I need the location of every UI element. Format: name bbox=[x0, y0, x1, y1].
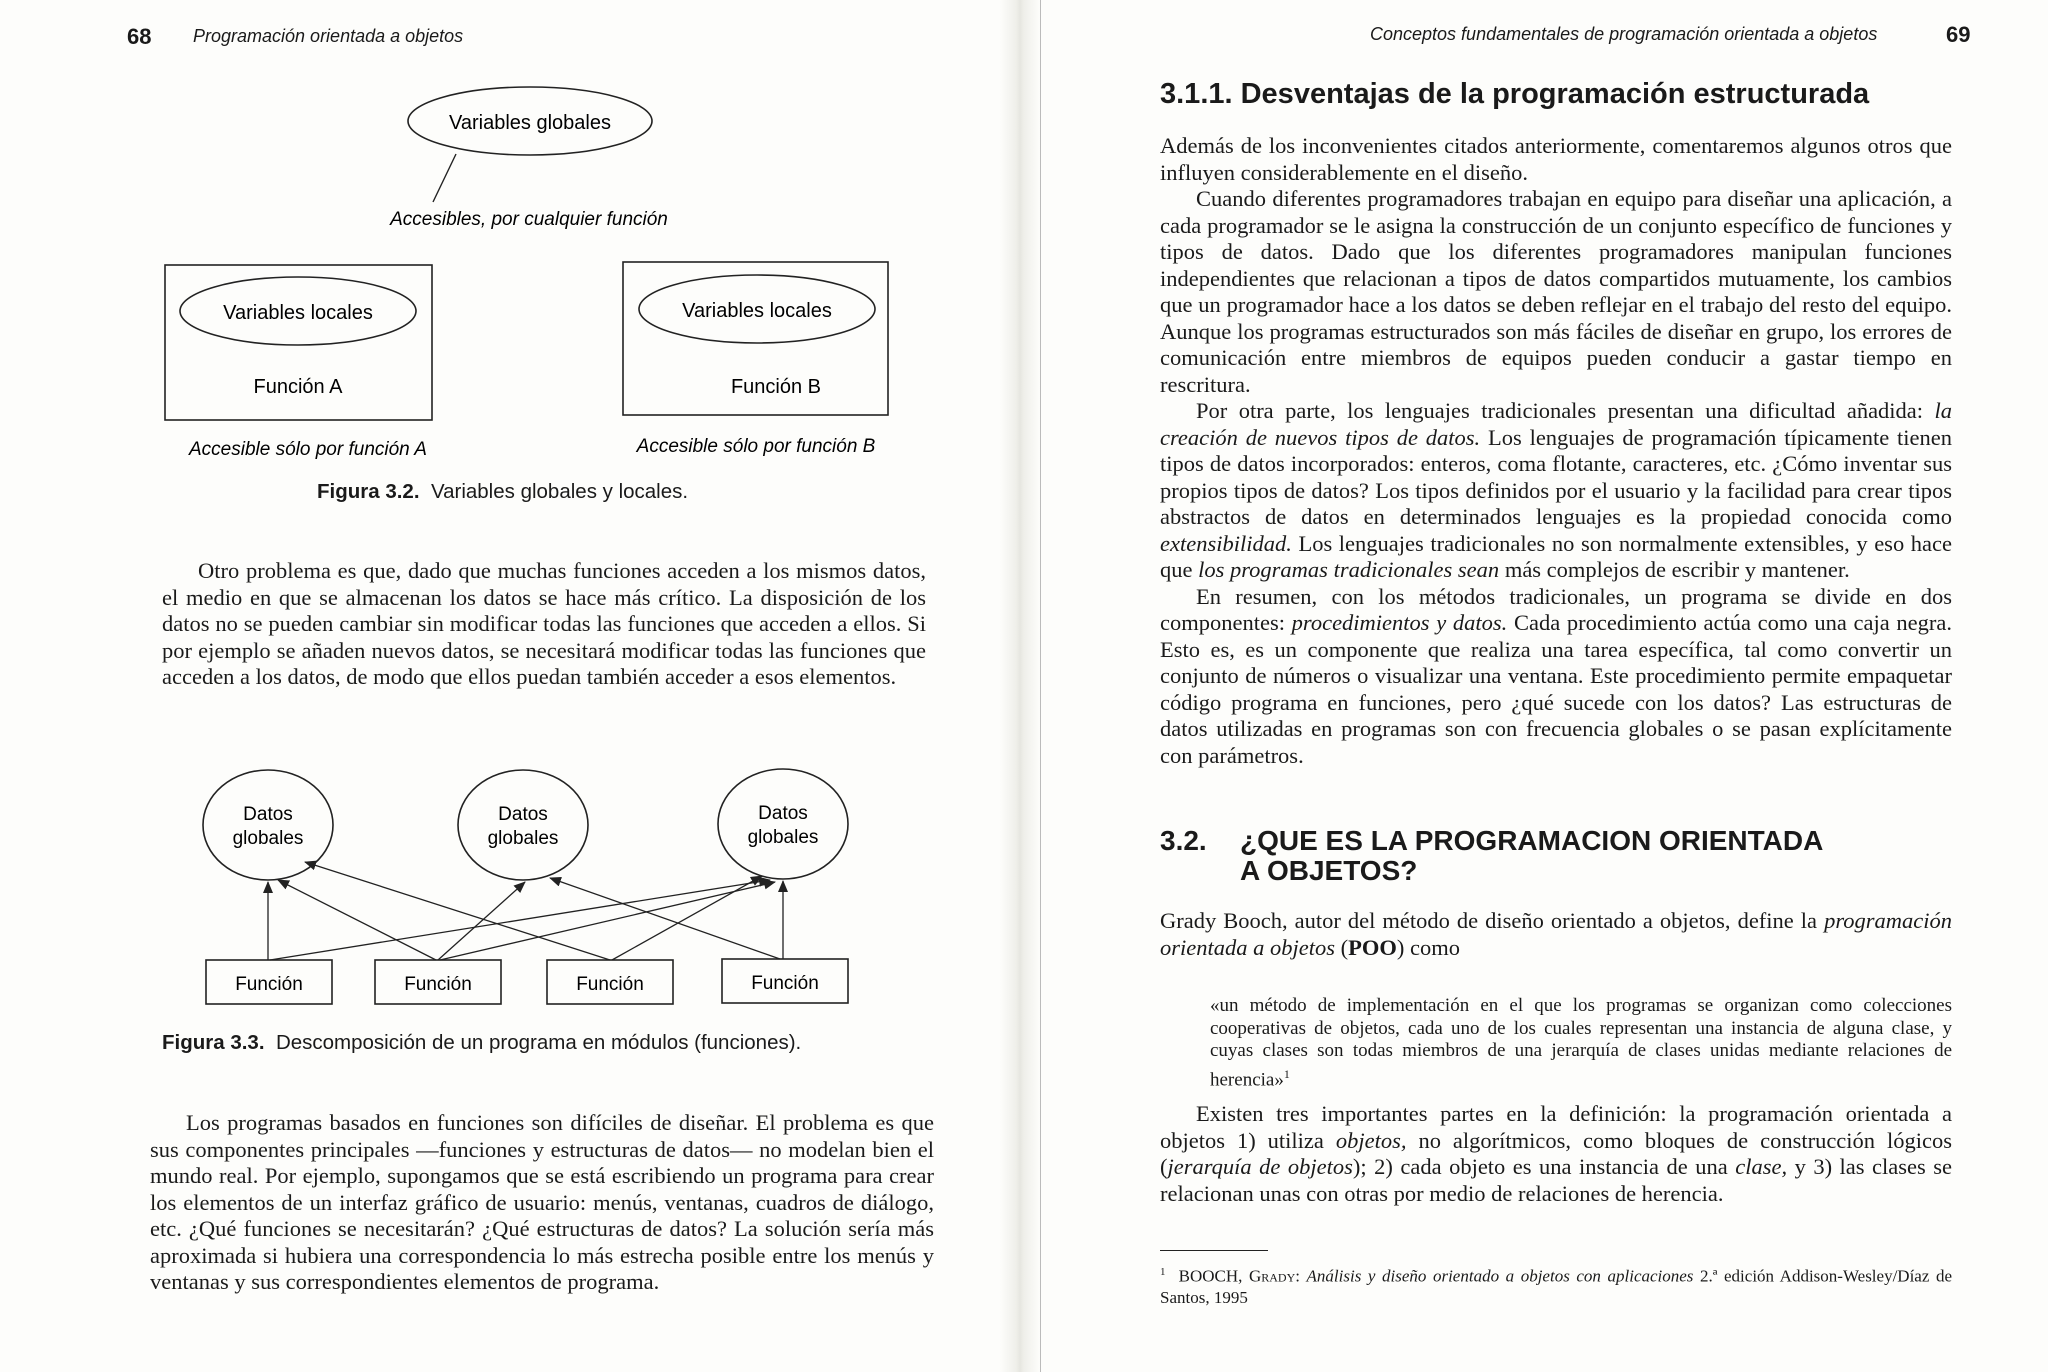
data-node-3 bbox=[718, 769, 848, 879]
booch-quote bbox=[1210, 995, 1952, 1091]
right-p3 bbox=[1160, 398, 1952, 584]
section-3-2-title bbox=[1160, 826, 1823, 886]
right-p5-c: ) como bbox=[1396, 934, 1460, 960]
right-p5-b: ( bbox=[1335, 934, 1349, 960]
footnote-title: Análisis y diseño orientado a objetos con aplicaciones bbox=[1306, 1266, 1694, 1286]
arrow-f3-d1 bbox=[305, 862, 610, 960]
figure-3-2 bbox=[0, 0, 1012, 520]
left-paragraph-2-text: Los programas basados en funciones son difíciles de diseñar. El problema es que sus componentes principales —funciones y estructuras de datos— no modelan bien el mundo real. Por ejemplo, supongamos que se está escribiendo un programa para crear los elementos de un interfaz gráfico de usuario: menús, ventanas, cuadros de diálogo, etc. ¿Qué funciones se necesitarán? ¿Qué estructuras de datos? La solución sería más aproximada si hubiera una correspondencia lo más estrecha posible entre los menús y ventanas y sus correspondientes elementos de programa. bbox=[150, 1110, 934, 1294]
local-vars-b-label: Variables locales bbox=[682, 300, 832, 322]
right-p6-em3: clase, bbox=[1735, 1154, 1788, 1179]
footnote-rest: 2.ª edición Addison-Wesley/Díaz de Santos, 1995 bbox=[1160, 1266, 1953, 1307]
right-p4 bbox=[1160, 584, 1952, 770]
left-page-number: 68 bbox=[127, 24, 152, 49]
arrow-f3-d3 bbox=[612, 876, 762, 960]
data-node-2 bbox=[458, 770, 588, 880]
footnote-author: BOOCH, Grady: bbox=[1178, 1266, 1307, 1286]
right-p6-em1: objetos, bbox=[1335, 1127, 1407, 1153]
arrow-f4-d2 bbox=[550, 878, 780, 959]
right-p3-em1: la creación de nuevos tipos de datos. bbox=[1160, 398, 1952, 450]
function-b-box bbox=[623, 262, 888, 415]
right-p5 bbox=[1160, 908, 1952, 961]
data-node-1-line1: Datos bbox=[243, 804, 293, 825]
right-p4-a: En resumen, con los métodos tradicionales, un programa se divide en dos componentes: bbox=[1160, 583, 1952, 635]
data-node-3-line2: globales bbox=[747, 827, 819, 848]
right-p6 bbox=[1160, 1101, 1952, 1207]
figure-3-2-caption-text: Variables globales y locales. bbox=[430, 480, 689, 503]
data-node-2-line2: globales bbox=[487, 828, 559, 849]
right-p4-em: procedimientos y datos. bbox=[1291, 610, 1508, 635]
function-node-2 bbox=[375, 960, 501, 1004]
section-3-2-line1: ¿QUE ES LA PROGRAMACION ORIENTADA bbox=[1240, 825, 1824, 856]
right-p1: Además de los inconvenientes citados anteriormente, comentaremos algunos otros que influyen considerablemente en el diseño. bbox=[1160, 133, 1952, 185]
function-node-1-label: Función bbox=[235, 974, 303, 995]
function-b-label: Función B bbox=[730, 376, 822, 398]
figure-3-2-caption-label: Figura 3.2. bbox=[317, 480, 420, 503]
right-p3-em3: los programas tradicionales sean bbox=[1198, 557, 1500, 582]
left-page bbox=[0, 0, 1012, 1372]
note-a: Accesible sólo por función A bbox=[189, 439, 427, 460]
section-3-1-1-title: 3.1.1. Desventajas de la programación estructurada bbox=[1160, 78, 1870, 110]
global-vars-node bbox=[408, 87, 652, 155]
right-p6-text bbox=[1160, 1101, 1952, 1207]
right-page-number: 69 bbox=[1946, 22, 1971, 47]
right-p5-em: programación orientada a objetos bbox=[1160, 908, 1952, 960]
right-p6-a: Existen tres importantes partes en la definición: la programación orientada a objetos 1) utiliza bbox=[1160, 1101, 1952, 1153]
note-b: Accesible sólo por función B bbox=[636, 436, 876, 457]
section-3-2-line2: A OBJETOS? bbox=[1240, 855, 1418, 886]
right-p3-em2: extensibilidad. bbox=[1160, 530, 1292, 556]
figure-3-2-caption bbox=[317, 480, 688, 504]
right-p5-text bbox=[1160, 908, 1952, 961]
figure-3-3-caption-label: Figura 3.3. bbox=[162, 1031, 265, 1054]
function-a-label: Función A bbox=[253, 376, 343, 398]
booch-quote-sup: 1 bbox=[1283, 1066, 1290, 1081]
function-node-3-label: Función bbox=[576, 974, 644, 995]
right-body-1 bbox=[1160, 133, 1952, 769]
left-paragraph-1 bbox=[162, 558, 926, 691]
right-p5-bold: POO bbox=[1348, 934, 1397, 960]
right-running-head: Conceptos fundamentales de programación orientada a objetos bbox=[1370, 24, 1878, 44]
function-node-4-label: Función bbox=[751, 973, 819, 994]
right-p6-b: no algorítmicos, como bloques de construcción lógicos ( bbox=[1160, 1127, 1952, 1179]
left-paragraph-1-text: Otro problema es que, dado que muchas funciones acceden a los mismos datos, el medio en que se almacenan los datos se hace más crítico. La disposición de los datos no se pueden cambiar sin modificar todas las funciones que acceden a ellos. Si por ejemplo se añaden nuevos datos, se necesitará modificar todas las funciones que acceden a los datos, de modo que ellos puedan también acceder a esos elementos. bbox=[162, 558, 926, 689]
booch-quote-text: «un método de implementación en el que los programas se organizan como colecciones cooperativas de objetos, cada uno de los cuales representan una instancia de alguna clase, y cuyas clases son todas miembros de una jerarquía de clases unidas mediante relaciones de herencia» bbox=[1210, 995, 1952, 1090]
data-node-1 bbox=[203, 770, 333, 880]
right-p6-c: ); 2) cada objeto es una instancia de una bbox=[1352, 1154, 1736, 1179]
global-pointer-line bbox=[433, 154, 456, 202]
function-node-3 bbox=[547, 960, 673, 1004]
figure-3-3 bbox=[0, 760, 1012, 1040]
right-p4-b: Cada procedimiento actúa como una caja negra. Esto es, es un componente que realiza una tarea específica, tal como convertir un conjunto de números o visualizar una ventana. Este procedimiento permite empaquetar código programa en funciones, pero ¿qué sucede con los datos? Las estructuras de datos utilizadas en programas son con frecuencia globales o se pasan explícitamente con parámetros. bbox=[1160, 610, 1952, 768]
function-a-box bbox=[165, 265, 432, 420]
figure-3-3-caption-text: Descomposición de un programa en módulos (funciones). bbox=[275, 1031, 802, 1054]
data-node-1-line2: globales bbox=[232, 828, 304, 849]
global-note: Accesibles, por cualquier función bbox=[390, 209, 668, 230]
global-vars-label: Variables globales bbox=[449, 112, 611, 134]
function-node-4 bbox=[722, 959, 848, 1003]
footnote bbox=[1160, 1262, 1952, 1308]
right-p3-c: Los lenguajes tradicionales no son normalmente extensibles, y eso hace que bbox=[1160, 530, 1952, 582]
local-vars-a-label: Variables locales bbox=[223, 302, 373, 324]
right-p5-a: Grady Booch, autor del método de diseño orientado a objetos, define la bbox=[1160, 908, 1825, 933]
right-p2: Cuando diferentes programadores trabajan en equipo para diseñar una aplicación, a cada programador se le asigna la construcción de un conjunto específico de funciones y tipos de datos. Dado que los diferentes programadores manipulan funciones independientes que relacionan a tipos de datos compartidos mutuamente, los cambios que un programador hace a los datos se deben reflejar en el trabajo del resto del equipo. Aunque los programas estructurados son más fáciles de diseñar en grupo, los errores de comunicación entre miembros de equipos pueden conducir a gastar tiempo en rescritura. bbox=[1160, 186, 1952, 397]
right-p6-em2: jerarquía de objetos bbox=[1167, 1154, 1353, 1179]
footnote-number: 1 bbox=[1160, 1266, 1166, 1278]
right-p3-b: Los lenguajes de programación típicamente tienen tipos de datos incorporados: enteros, coma flotante, caracteres, etc. ¿Cómo inventar sus propios tipos de datos? Los tipos definidos por el usuario y la facilidad para crear tipos abstractos de datos en determinados lenguajes es la propiedad conocida como bbox=[1160, 424, 1952, 529]
footnote-rule bbox=[1160, 1250, 1268, 1251]
arrow-f2-d1 bbox=[278, 880, 436, 960]
figure-3-3-caption bbox=[162, 1031, 801, 1055]
access-arrows bbox=[268, 862, 783, 960]
right-page bbox=[1012, 0, 2048, 1372]
function-node-2-label: Función bbox=[404, 974, 472, 995]
section-3-2-number: 3.2. bbox=[1160, 825, 1207, 856]
right-p3-a: Por otra parte, los lenguajes tradicionales presentan una dificultad añadida: bbox=[1196, 398, 1935, 423]
left-paragraph-2 bbox=[150, 1110, 934, 1296]
arrow-f1-d3 bbox=[270, 880, 770, 960]
left-running-head: Programación orientada a objetos bbox=[193, 26, 464, 46]
data-node-2-line1: Datos bbox=[498, 804, 548, 825]
function-node-1 bbox=[206, 960, 332, 1004]
right-p3-d: más complejos de escribir y mantener. bbox=[1499, 557, 1850, 582]
data-node-3-line1: Datos bbox=[758, 803, 808, 824]
right-p6-d: y 3) las clases se relacionan unas con otras por medio de relaciones de herencia. bbox=[1160, 1154, 1953, 1206]
